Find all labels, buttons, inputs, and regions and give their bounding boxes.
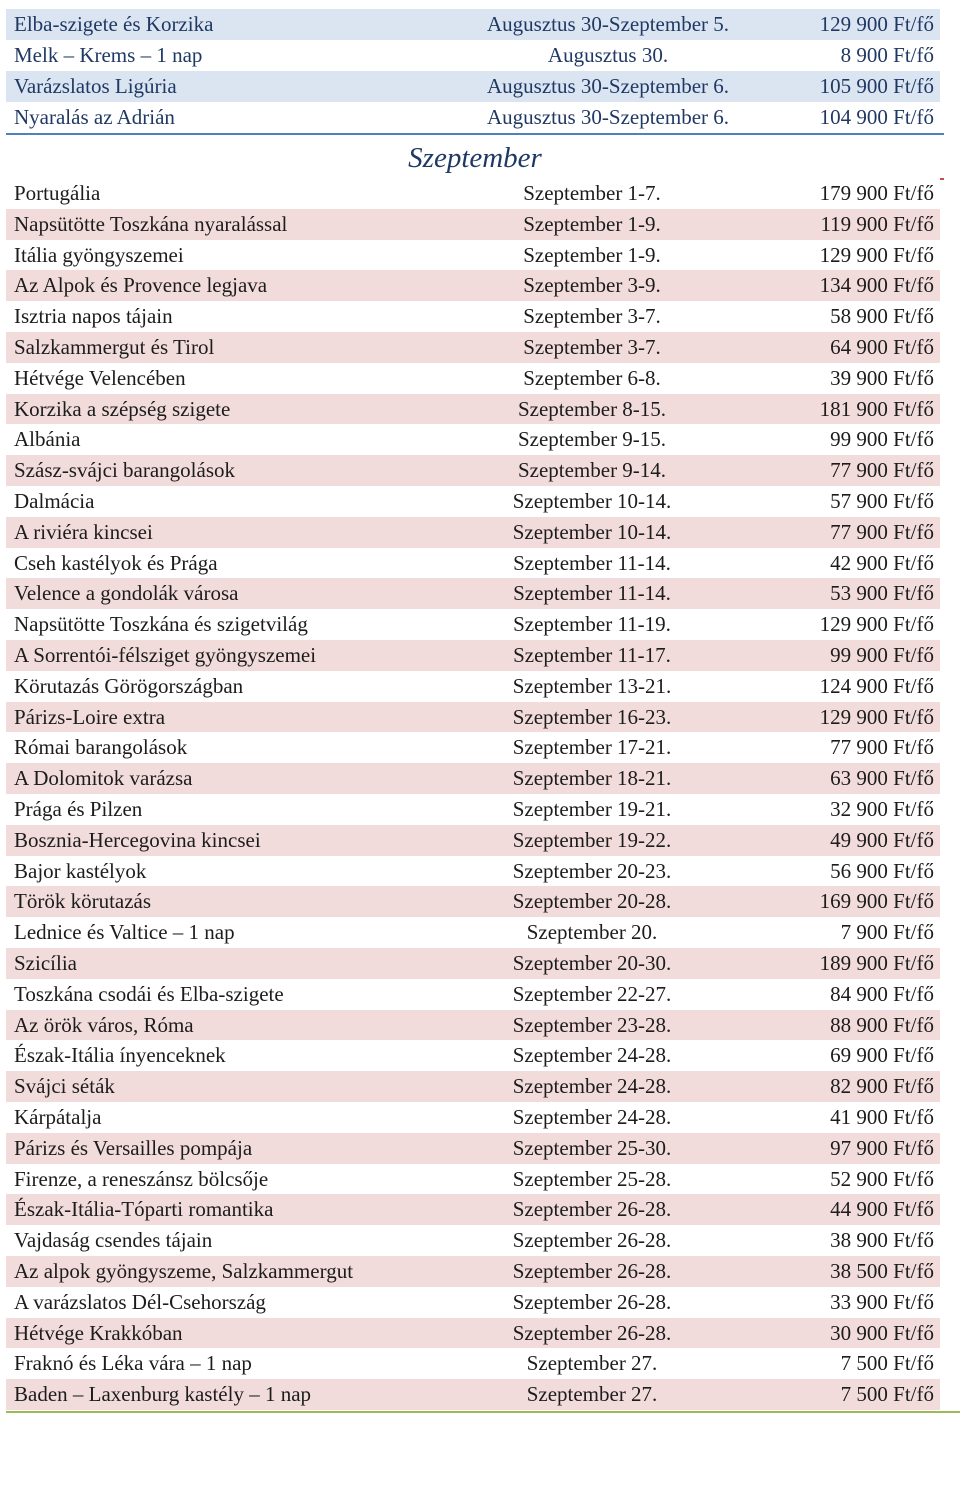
tour-name: Portugália xyxy=(14,181,101,205)
tour-name: Firenze, a reneszánsz bölcsője xyxy=(14,1166,269,1191)
tour-price: 129 900 Ft/fő xyxy=(819,612,934,637)
tour-name: Római barangolások xyxy=(14,735,188,760)
tour-price: 124 900 Ft/fő xyxy=(819,673,934,698)
tour-name: Bosznia-Hercegovina kincsei xyxy=(14,827,261,852)
tour-price: 134 900 Ft/fő xyxy=(819,273,934,298)
tour-date: Szeptember 26-28. xyxy=(512,1197,672,1222)
tour-date: Szeptember 27. xyxy=(526,1382,658,1407)
tour-date: Szeptember 20-30. xyxy=(512,951,672,975)
tour-row xyxy=(6,332,940,363)
tour-price: 44 900 Ft/fő xyxy=(830,1197,934,1222)
tour-date: Szeptember 11-14. xyxy=(513,581,671,606)
tour-name: Lednice és Valtice – 1 nap xyxy=(14,920,235,945)
tour-price: 56 900 Ft/fő xyxy=(830,858,934,883)
tour-row xyxy=(6,1287,940,1318)
tour-row xyxy=(6,1133,940,1164)
tour-name: Kárpátalja xyxy=(14,1105,102,1129)
tour-date: Szeptember 19-21. xyxy=(512,797,672,821)
tour-price: 69 900 Ft/fő xyxy=(830,1043,934,1068)
tour-name: Albánia xyxy=(14,427,81,452)
tour-row xyxy=(6,424,940,455)
tour-name: Melk – Krems – 1 nap xyxy=(14,43,203,67)
tour-name: Párizs-Loire extra xyxy=(14,704,166,729)
tour-date: Szeptember 3-7. xyxy=(523,304,661,329)
tour-price: 82 900 Ft/fő xyxy=(830,1074,934,1099)
tour-date: Augusztus 30-Szeptember 6. xyxy=(486,105,730,129)
tour-date: Szeptember 10-14. xyxy=(512,519,672,544)
tour-date: Szeptember 20-28. xyxy=(512,889,672,914)
tour-name: A Sorrentói-félsziget gyöngyszemei xyxy=(14,643,317,667)
tour-row xyxy=(6,9,940,40)
tour-price: 7 900 Ft/fő xyxy=(840,920,934,945)
tour-row xyxy=(6,886,940,917)
tour-name: Napsütötte Toszkána nyaralással xyxy=(14,211,288,236)
tour-price: 99 900 Ft/fő xyxy=(830,427,934,452)
tour-price: 7 500 Ft/fő xyxy=(840,1351,934,1376)
tour-price: 99 900 Ft/fő xyxy=(830,643,934,667)
tour-row xyxy=(6,794,940,825)
tour-price: 58 900 Ft/fő xyxy=(830,304,934,329)
tour-row xyxy=(6,548,940,579)
tour-price: 53 900 Ft/fő xyxy=(830,581,934,606)
tour-price: 38 900 Ft/fő xyxy=(830,1228,934,1253)
tour-price: 181 900 Ft/fő xyxy=(819,396,934,421)
tour-row xyxy=(6,363,940,394)
month-heading xyxy=(0,138,960,178)
tour-name: Dalmácia xyxy=(14,489,95,513)
tour-date: Szeptember 20-23. xyxy=(512,858,672,883)
tour-name: Észak-Itália ínyenceknek xyxy=(14,1043,226,1068)
tour-row xyxy=(6,102,940,133)
tour-date: Szeptember 26-28. xyxy=(512,1228,672,1253)
tour-name: Hétvége Krakkóban xyxy=(14,1320,183,1345)
tour-date: Augusztus 30. xyxy=(547,43,669,67)
tour-row xyxy=(6,671,940,702)
tour-row xyxy=(6,270,940,301)
tour-date: Szeptember 11-14. xyxy=(513,550,671,575)
tour-name: Körutazás Görögországban xyxy=(14,673,244,698)
tour-date: Szeptember 8-15. xyxy=(517,396,667,421)
tour-row xyxy=(6,825,940,856)
tour-row xyxy=(6,1225,940,1256)
tour-row xyxy=(6,1379,940,1410)
tour-name: Szász-svájci barangolások xyxy=(14,458,236,483)
tour-date: Szeptember 25-28. xyxy=(512,1166,672,1191)
tour-row xyxy=(6,856,940,887)
tour-name: Korzika a szépség szigete xyxy=(14,396,231,421)
tour-row xyxy=(6,609,940,640)
september-bottom-rule xyxy=(6,1411,960,1413)
tour-price: 84 900 Ft/fő xyxy=(830,981,934,1006)
tour-name: Szicília xyxy=(14,951,77,975)
tour-row xyxy=(6,640,940,671)
tour-row xyxy=(6,1102,940,1133)
tour-date: Szeptember 1-9. xyxy=(523,211,661,236)
tour-price: 77 900 Ft/fő xyxy=(830,735,934,760)
tour-row xyxy=(6,578,940,609)
tour-row xyxy=(6,763,940,794)
tour-name: Baden – Laxenburg kastély – 1 nap xyxy=(14,1382,312,1407)
tour-price: 52 900 Ft/fő xyxy=(830,1166,934,1191)
tour-date: Szeptember 16-23. xyxy=(512,704,672,729)
tour-row xyxy=(6,1348,940,1379)
tour-row xyxy=(6,301,940,332)
tour-row xyxy=(6,1256,940,1287)
tour-date: Szeptember 19-22. xyxy=(512,827,672,852)
tour-row xyxy=(6,979,940,1010)
tour-price: 30 900 Ft/fő xyxy=(830,1320,934,1345)
tour-price: 169 900 Ft/fő xyxy=(819,889,934,914)
tour-row xyxy=(6,1164,940,1195)
tour-name: Az alpok gyöngyszeme, Salzkammergut xyxy=(14,1259,354,1283)
tour-row xyxy=(6,1194,940,1225)
tour-name: A Dolomitok varázsa xyxy=(14,766,193,791)
tour-price: 129 900 Ft/fő xyxy=(819,242,934,267)
tour-row xyxy=(6,71,940,102)
tour-price: 77 900 Ft/fő xyxy=(830,458,934,483)
tour-date: Szeptember 25-30. xyxy=(512,1135,672,1160)
tour-name: Salzkammergut és Tirol xyxy=(14,335,215,359)
tour-name: Napsütötte Toszkána és szigetvilág xyxy=(14,612,308,637)
tour-name: Elba-szigete és Korzika xyxy=(14,12,214,36)
tour-price: 49 900 Ft/fő xyxy=(830,827,934,852)
tour-date: Szeptember 13-21. xyxy=(512,673,672,698)
tour-date: Szeptember 22-27. xyxy=(512,981,672,1006)
tour-row xyxy=(6,702,940,733)
tour-name: Hétvége Velencében xyxy=(14,365,186,390)
tour-date: Szeptember 26-28. xyxy=(512,1289,672,1314)
tour-price: 104 900 Ft/fő xyxy=(819,105,934,129)
tour-name: Itália gyöngyszemei xyxy=(14,242,184,267)
tour-date: Szeptember 27. xyxy=(526,1351,658,1376)
tour-row xyxy=(6,1071,940,1102)
tour-date: Szeptember 24-28. xyxy=(512,1043,672,1068)
tour-price: 41 900 Ft/fő xyxy=(830,1105,934,1129)
tour-row xyxy=(6,917,940,948)
tour-name: Vajdaság csendes tájain xyxy=(14,1228,213,1253)
tour-name: Cseh kastélyok és Prága xyxy=(14,550,218,575)
tour-price: 32 900 Ft/fő xyxy=(830,797,934,821)
tour-name: Prága és Pilzen xyxy=(14,797,143,821)
tour-price: 39 900 Ft/fő xyxy=(830,365,934,390)
tour-date: Szeptember 26-28. xyxy=(512,1320,672,1345)
tour-date: Szeptember 9-15. xyxy=(517,427,667,452)
tour-price: 77 900 Ft/fő xyxy=(830,519,934,544)
tour-name: Török körutazás xyxy=(14,889,152,914)
tour-name: Észak-Itália-Tóparti romantika xyxy=(14,1197,274,1222)
tour-date: Szeptember 3-9. xyxy=(523,273,661,298)
tour-date: Szeptember 24-28. xyxy=(512,1074,672,1099)
tour-name: Nyaralás az Adrián xyxy=(14,105,175,129)
tour-price: 88 900 Ft/fő xyxy=(830,1012,934,1037)
tour-name: Varázslatos Ligúria xyxy=(14,74,177,98)
tour-price: 97 900 Ft/fő xyxy=(830,1135,934,1160)
tour-row xyxy=(6,517,940,548)
tour-date: Szeptember 18-21. xyxy=(512,766,672,791)
tour-price: 64 900 Ft/fő xyxy=(830,335,934,359)
tour-row xyxy=(6,178,940,209)
tour-name: Velence a gondolák városa xyxy=(14,581,239,606)
tour-row xyxy=(6,1040,940,1071)
tour-name: Toszkána csodái és Elba-szigete xyxy=(14,981,284,1006)
tour-price: 8 900 Ft/fő xyxy=(840,43,934,67)
tour-name: Az Alpok és Provence legjava xyxy=(14,273,268,298)
tour-price: 57 900 Ft/fő xyxy=(830,489,934,513)
tour-name: A riviéra kincsei xyxy=(14,519,153,544)
tour-row xyxy=(6,40,940,71)
tour-date: Szeptember 26-28. xyxy=(512,1259,672,1283)
tour-row xyxy=(6,1010,940,1041)
tour-row xyxy=(6,455,940,486)
tour-row xyxy=(6,394,940,425)
tour-name: Fraknó és Léka vára – 1 nap xyxy=(14,1351,252,1376)
tour-price: 38 500 Ft/fő xyxy=(830,1259,934,1283)
tour-row xyxy=(6,486,940,517)
tour-price: 33 900 Ft/fő xyxy=(830,1289,934,1314)
tour-date: Szeptember 9-14. xyxy=(517,458,667,483)
tour-name: Párizs és Versailles pompája xyxy=(14,1135,253,1160)
tour-price: 179 900 Ft/fő xyxy=(819,181,934,205)
tour-date: Augusztus 30-Szeptember 5. xyxy=(486,12,730,36)
tour-date: Szeptember 24-28. xyxy=(512,1105,672,1129)
tour-price: 119 900 Ft/fő xyxy=(820,211,934,236)
tour-date: Szeptember 3-7. xyxy=(523,335,661,359)
tour-price: 129 900 Ft/fő xyxy=(819,12,934,36)
tour-price: 7 500 Ft/fő xyxy=(840,1382,934,1407)
tour-price: 189 900 Ft/fő xyxy=(819,951,934,975)
tour-date: Szeptember 11-19. xyxy=(513,612,671,637)
tour-name: Bajor kastélyok xyxy=(14,858,147,883)
tour-date: Szeptember 10-14. xyxy=(512,489,672,513)
tour-row xyxy=(6,240,940,271)
month-heading-text: Szeptember xyxy=(408,142,542,174)
tour-name: Svájci séták xyxy=(14,1074,115,1099)
tour-name: Isztria napos tájain xyxy=(14,304,173,329)
tour-name: Az örök város, Róma xyxy=(14,1012,194,1037)
tour-date: Szeptember 1-7. xyxy=(523,181,661,205)
tour-name: A varázslatos Dél-Csehország xyxy=(14,1289,266,1314)
tour-price: 63 900 Ft/fő xyxy=(830,766,934,791)
tour-row xyxy=(6,209,940,240)
tour-row xyxy=(6,948,940,979)
tour-row xyxy=(6,1318,940,1349)
tour-price: 129 900 Ft/fő xyxy=(819,704,934,729)
tour-row xyxy=(6,732,940,763)
tour-date: Szeptember 20. xyxy=(526,920,658,945)
tour-date: Szeptember 11-17. xyxy=(513,643,671,667)
tour-price: 42 900 Ft/fő xyxy=(830,550,934,575)
tour-date: Szeptember 1-9. xyxy=(523,242,661,267)
tour-price: 105 900 Ft/fő xyxy=(819,74,934,98)
august-tour-list xyxy=(0,0,960,134)
august-bottom-rule xyxy=(6,133,944,135)
tour-date: Szeptember 23-28. xyxy=(512,1012,672,1037)
tour-date: Augusztus 30-Szeptember 6. xyxy=(486,74,730,98)
tour-date: Szeptember 6-8. xyxy=(523,365,661,390)
tour-date: Szeptember 17-21. xyxy=(512,735,672,760)
